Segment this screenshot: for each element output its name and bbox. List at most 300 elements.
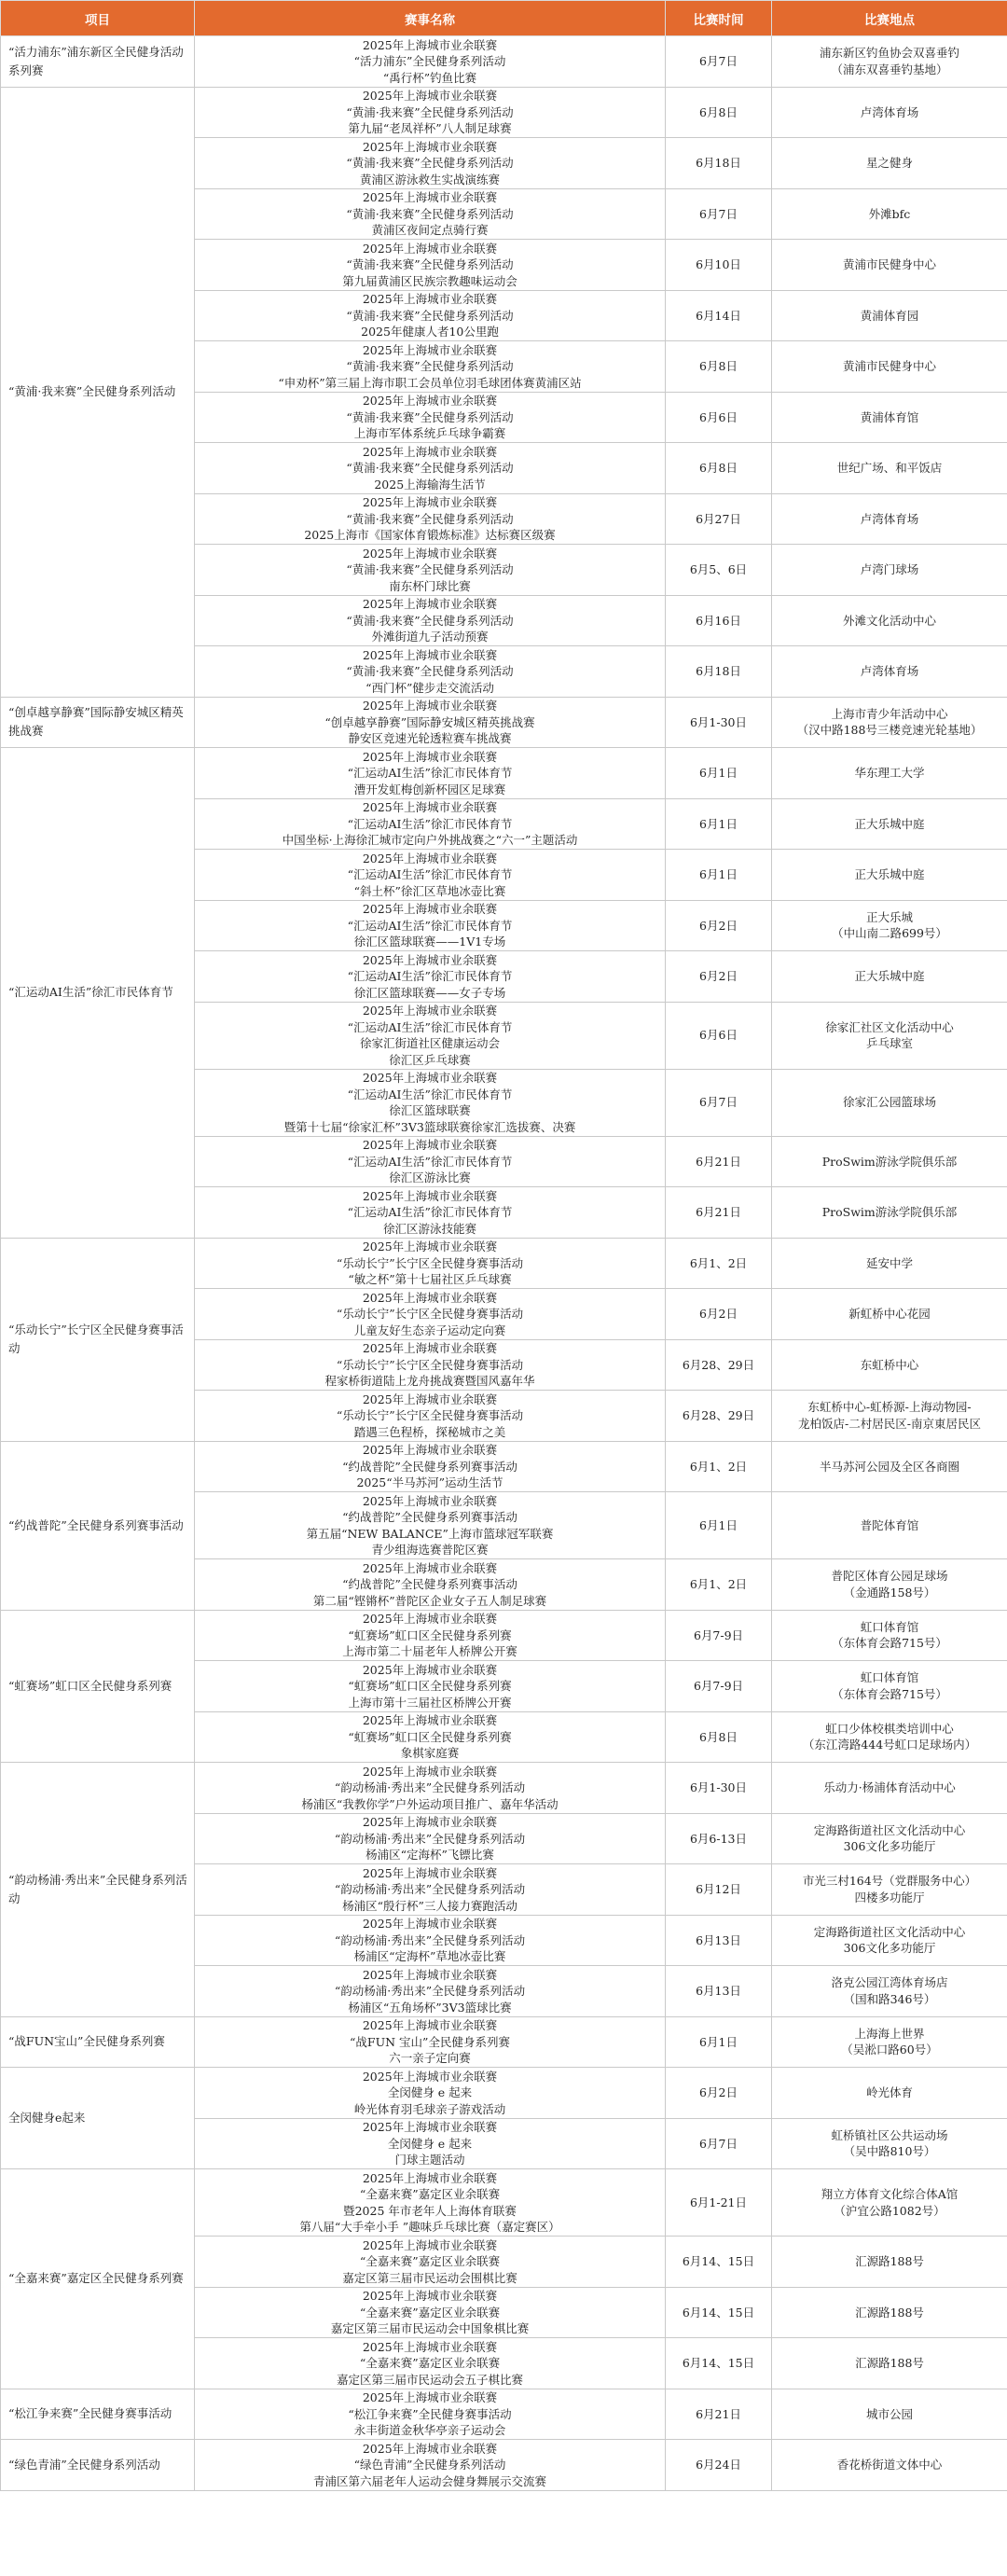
- event-name-line: 2025年上海城市业余联赛: [362, 2170, 498, 2185]
- event-venue-cell: [772, 1441, 1007, 1492]
- event-name-cell: [195, 443, 666, 494]
- event-name-cell: [195, 1391, 666, 1442]
- event-name-line: 暨2025 年市老年人上海体育联赛: [343, 2203, 517, 2218]
- event-venue-line: 新虹桥中心花园: [848, 1307, 931, 1321]
- event-name-line: “韵动杨浦·秀出来”全民健身系列活动: [334, 1882, 526, 1896]
- event-date-cell: 6月1、2日: [666, 1441, 772, 1492]
- event-venue-cell: [772, 951, 1007, 1003]
- header-project: 项目: [1, 1, 195, 36]
- header-row: [1, 1, 1007, 36]
- event-venue-line: 306文化多功能厅: [843, 1941, 936, 1956]
- event-name-line: “黄浦·我来赛”全民健身系列活动: [346, 613, 514, 628]
- event-date-cell: 6月24日: [666, 2440, 772, 2491]
- event-name-line: 徐汇区篮球联赛——1V1专场: [353, 935, 506, 949]
- event-name-cell: [195, 1238, 666, 1289]
- event-name-line: 2025年上海城市业余联赛: [362, 2390, 498, 2404]
- event-name-cell: [195, 1966, 666, 2017]
- project-cell: “汇运动AI生活”徐汇市民体育节: [1, 748, 195, 1239]
- event-date-cell: 6月12日: [666, 1864, 772, 1916]
- event-date-cell: 6月8日: [666, 87, 772, 138]
- event-name-line: 上海市第二十届老年人桥牌公开赛: [342, 1644, 517, 1658]
- event-name-cell: [195, 545, 666, 596]
- event-name-line: 徐汇区篮球联赛——女子专场: [353, 985, 506, 1000]
- event-name-line: 全闵健身 e 起来: [387, 2085, 473, 2099]
- event-name-cell: [195, 1339, 666, 1391]
- event-date-cell: 6月1-30日: [666, 1763, 772, 1814]
- event-name-line: 2025年上海城市业余联赛: [362, 394, 498, 408]
- project-cell: “绿色青浦”全民健身系列活动: [1, 2440, 195, 2491]
- event-venue-line: 定海路街道社区文化活动中心: [813, 1822, 966, 1837]
- project-cell: “活力浦东”浦东新区全民健身活动系列赛: [1, 36, 195, 88]
- event-venue-line: 定海路街道社区文化活动中心: [813, 1924, 966, 1939]
- event-date-cell: 6月6日: [666, 1002, 772, 1069]
- event-name-line: 2025年上海城市业余联赛: [362, 241, 498, 256]
- event-venue-cell: [772, 290, 1007, 341]
- header-event-name: 赛事名称: [195, 1, 666, 36]
- project-cell: “韵动杨浦·秀出来”全民健身系列活动: [1, 1763, 195, 2017]
- project-cell: “约战普陀”全民健身系列赛事活动: [1, 1441, 195, 1610]
- project-cell: 全闵健身e起来: [1, 2068, 195, 2169]
- event-venue-line: 卢湾门球场: [860, 562, 919, 576]
- event-date-cell: 6月14、15日: [666, 2237, 772, 2288]
- event-name-line: 儿童友好生态亲子运动定向赛: [353, 1323, 506, 1337]
- event-date-cell: 6月18日: [666, 646, 772, 698]
- event-name-line: 2025“半马苏河”运动生活节: [356, 1475, 504, 1489]
- event-date-cell: 6月7-9日: [666, 1661, 772, 1712]
- event-venue-line: （东体育会路715号）: [832, 1686, 947, 1701]
- event-venue-line: 外滩bfc: [868, 206, 911, 221]
- event-name-line: “韵动杨浦·秀出来”全民健身系列活动: [334, 1984, 526, 1998]
- event-name-line: “敏之杯”第十七届社区乒乓球赛: [348, 1272, 512, 1286]
- event-name-line: “战FUN 宝山”全民健身系列赛: [350, 2034, 510, 2049]
- event-name-cell: [195, 1813, 666, 1864]
- event-name-cell: [195, 1002, 666, 1069]
- event-venue-line: 乒乓球室: [865, 1036, 913, 1050]
- event-name-line: 南东杯门球比赛: [389, 578, 471, 593]
- event-name-line: 门球主题活动: [394, 2153, 465, 2167]
- event-name-line: 漕开发虹梅创新杯园区足球赛: [353, 782, 506, 796]
- event-name-line: 青少组海选赛普陀区赛: [371, 1543, 489, 1557]
- event-name-line: 第九届“老凤祥杯”八人制足球赛: [348, 121, 512, 135]
- event-name-line: 徐汇区篮球联赛: [389, 1103, 471, 1117]
- event-venue-cell: [772, 2169, 1007, 2237]
- event-name-line: 静安区竞速光轮透粒赛车挑战赛: [348, 731, 512, 745]
- event-name-line: “黄浦·我来赛”全民健身系列活动: [346, 308, 514, 323]
- event-venue-cell: [772, 1711, 1007, 1763]
- event-date-cell: 6月1日: [666, 748, 772, 799]
- event-venue-line: 虹口体育馆: [860, 1619, 919, 1634]
- event-name-line: 2025年上海城市业余联赛: [362, 1560, 498, 1575]
- event-date-cell: 6月7日: [666, 188, 772, 240]
- event-venue-cell: [772, 1238, 1007, 1289]
- event-venue-cell: [772, 748, 1007, 799]
- project-cell: “创卓越享静赛”国际静安城区精英挑战赛: [1, 697, 195, 748]
- event-name-line: “汇运动AI生活”徐汇市民体育节: [347, 816, 513, 831]
- event-name-line: 2025年上海城市业余联赛: [362, 190, 498, 204]
- event-venue-cell: [772, 1813, 1007, 1864]
- event-name-line: “乐动长宁”长宁区全民健身赛事活动: [336, 1357, 524, 1372]
- event-date-cell: 6月2日: [666, 2068, 772, 2119]
- event-venue-cell: [772, 1763, 1007, 1814]
- event-date-cell: 6月1、2日: [666, 1238, 772, 1289]
- event-name-line: “黄浦·我来赛”全民健身系列活动: [346, 104, 514, 119]
- event-venue-cell: [772, 595, 1007, 646]
- event-name-line: 2025年上海城市业余联赛: [362, 1917, 498, 1931]
- event-name-cell: [195, 290, 666, 341]
- table-row: [1, 2169, 1007, 2237]
- event-name-line: 2025年上海城市业余联赛: [362, 749, 498, 764]
- event-venue-cell: [772, 341, 1007, 393]
- event-name-line: “汇运动AI生活”徐汇市民体育节: [347, 766, 513, 780]
- event-venue-line: 华东理工大学: [854, 766, 925, 780]
- event-name-cell: [195, 1559, 666, 1611]
- event-name-line: “虹赛场”虹口区全民健身系列赛: [348, 1627, 512, 1642]
- event-name-line: 青浦区第六届老年人运动会健身舞展示交流赛: [312, 2473, 546, 2488]
- event-venue-line: 虹桥镇社区公共运动场: [831, 2127, 948, 2142]
- event-venue-line: ProSwim游泳学院俱乐部: [821, 1205, 958, 1219]
- event-venue-line: 黄浦市民健身中心: [842, 257, 936, 271]
- event-name-line: 岭光体育羽毛球亲子游戏活动: [353, 2101, 506, 2116]
- event-date-cell: 6月16日: [666, 595, 772, 646]
- table-row: [1, 1763, 1007, 1814]
- header-date: 比赛时间: [666, 1, 772, 36]
- event-name-line: 2025年上海城市业余联赛: [362, 952, 498, 967]
- event-date-cell: 6月5、6日: [666, 545, 772, 596]
- event-name-cell: [195, 2237, 666, 2288]
- event-name-line: 2025年上海城市业余联赛: [362, 342, 498, 357]
- event-name-line: 2025上海市《国家体育锻炼标准》达标赛区级赛: [304, 528, 556, 542]
- table-row: [1, 2389, 1007, 2440]
- event-venue-cell: [772, 798, 1007, 850]
- event-name-line: 2025年上海城市业余联赛: [362, 444, 498, 459]
- event-name-line: “汇运动AI生活”徐汇市民体育节: [347, 918, 513, 933]
- event-name-line: 上海市军体系统乒乓球争霸赛: [353, 426, 506, 440]
- event-name-line: 2025年健康人者10公里跑: [361, 325, 499, 339]
- event-date-cell: 6月2日: [666, 900, 772, 951]
- event-venue-cell: [772, 1289, 1007, 1340]
- event-name-cell: [195, 646, 666, 698]
- event-date-cell: 6月18日: [666, 138, 772, 189]
- event-name-line: “虹赛场”虹口区全民健身系列赛: [348, 1679, 512, 1693]
- event-name-line: 2025年上海城市业余联赛: [362, 1188, 498, 1203]
- event-name-cell: [195, 1492, 666, 1559]
- event-venue-cell: [772, 2118, 1007, 2169]
- event-name-line: 2025年上海城市业余联赛: [362, 1443, 498, 1457]
- event-date-cell: 6月28、29日: [666, 1339, 772, 1391]
- event-name-cell: [195, 900, 666, 951]
- event-venue-line: 浦东新区钓鱼协会双喜垂钓: [819, 46, 959, 61]
- event-name-line: 嘉定区第三届市民运动会中国象棋比赛: [330, 2321, 530, 2335]
- event-venue-line: （沪宜公路1082号）: [834, 2203, 945, 2218]
- event-name-line: 2025年上海城市业余联赛: [362, 597, 498, 611]
- event-venue-line: 市光三村164号（党群服务中心）: [802, 1874, 977, 1889]
- event-name-cell: [195, 595, 666, 646]
- event-venue-line: 徐家汇社区文化活动中心: [825, 1019, 954, 1034]
- event-name-line: 2025年上海城市业余联赛: [362, 37, 498, 52]
- event-name-cell: [195, 697, 666, 748]
- event-venue-cell: [772, 2287, 1007, 2338]
- event-venue-line: （国和路346号）: [843, 1991, 936, 2006]
- event-name-line: 2025上海输海生活节: [374, 477, 486, 492]
- event-date-cell: 6月27日: [666, 493, 772, 545]
- event-venue-cell: [772, 392, 1007, 443]
- event-venue-line: （吴淞口路60号）: [841, 2043, 938, 2057]
- event-name-line: 2025年上海城市业余联赛: [362, 647, 498, 662]
- table-body: [1, 36, 1007, 2491]
- event-date-cell: 6月1日: [666, 798, 772, 850]
- event-date-cell: 6月21日: [666, 1187, 772, 1239]
- table-row: [1, 36, 1007, 88]
- event-name-cell: [195, 138, 666, 189]
- event-name-line: “韵动杨浦·秀出来”全民健身系列活动: [334, 1831, 526, 1846]
- event-name-line: 2025年上海城市业余联赛: [362, 1865, 498, 1880]
- table-row: [1, 1441, 1007, 1492]
- event-name-line: “约战普陀”全民健身系列赛事活动: [342, 1577, 517, 1591]
- event-date-cell: 6月7日: [666, 36, 772, 88]
- event-venue-line: 卢湾体育场: [860, 104, 919, 119]
- event-venue-cell: [772, 1559, 1007, 1611]
- event-venue-line: 黄浦体育馆: [860, 409, 919, 424]
- event-date-cell: 6月7-9日: [666, 1610, 772, 1661]
- event-venue-cell: [772, 493, 1007, 545]
- table-row: [1, 87, 1007, 138]
- event-venue-line: 香花桥街道文体中心: [836, 2458, 943, 2472]
- event-venue-line: 虹口体育馆: [860, 1670, 919, 1685]
- event-venue-cell: [772, 545, 1007, 596]
- event-name-line: “黄浦·我来赛”全民健身系列活动: [346, 511, 514, 526]
- event-venue-cell: [772, 1864, 1007, 1916]
- table-row: [1, 1610, 1007, 1661]
- event-venue-line: （东体育会路715号）: [832, 1636, 947, 1651]
- event-name-line: 黄浦区游泳救生实战演练赛: [359, 172, 500, 187]
- event-venue-line: 徐家汇公园篮球场: [842, 1095, 936, 1110]
- event-venue-line: 正大乐城: [865, 909, 913, 924]
- event-name-line: 徐汇区乒乓球赛: [389, 1052, 471, 1067]
- event-venue-line: 翔立方体育文化综合体A馆: [821, 2187, 959, 2201]
- event-name-cell: [195, 850, 666, 901]
- event-name-line: 嘉定区第三届市民运动会围棋比赛: [342, 2270, 517, 2285]
- event-name-line: “全嘉来赛”嘉定区业余联赛: [359, 2254, 501, 2268]
- project-cell: “虹赛场”虹口区全民健身系列赛: [1, 1610, 195, 1763]
- event-venue-cell: [772, 697, 1007, 748]
- event-name-line: “黄浦·我来赛”全民健身系列活动: [346, 359, 514, 373]
- event-venue-line: 普陀区体育公园足球场: [831, 1569, 948, 1584]
- event-name-line: 2025年上海城市业余联赛: [362, 1004, 498, 1018]
- event-venue-line: 正大乐城中庭: [854, 816, 925, 831]
- event-name-line: 2025年上海城市业余联赛: [362, 2120, 498, 2134]
- event-name-line: “全嘉来赛”嘉定区业余联赛: [359, 2187, 501, 2201]
- event-name-line: 2025年上海城市业余联赛: [362, 1138, 498, 1152]
- event-name-line: 2025年上海城市业余联赛: [362, 292, 498, 306]
- event-venue-cell: [772, 2068, 1007, 2119]
- event-venue-cell: [772, 1966, 1007, 2017]
- event-name-line: 2025年上海城市业余联赛: [362, 546, 498, 561]
- table-row: [1, 2440, 1007, 2491]
- event-name-line: 2025年上海城市业余联赛: [362, 1764, 498, 1779]
- event-venue-cell: [772, 2440, 1007, 2491]
- event-name-line: 徐家汇街道社区健康运动会: [359, 1036, 500, 1050]
- event-name-line: 2025年上海城市业余联赛: [362, 89, 498, 103]
- event-date-cell: 6月1、2日: [666, 1559, 772, 1611]
- event-name-line: “汇运动AI生活”徐汇市民体育节: [347, 867, 513, 881]
- event-date-cell: 6月21日: [666, 2389, 772, 2440]
- event-venue-cell: [772, 900, 1007, 951]
- event-name-line: 2025年上海城市业余联赛: [362, 2289, 498, 2303]
- event-venue-line: 外滩文化活动中心: [842, 613, 936, 628]
- event-venue-line: 汇源路188号: [855, 2254, 924, 2268]
- event-name-line: “绿色青浦”全民健身系列活动: [353, 2458, 506, 2472]
- event-name-line: 2025年上海城市业余联赛: [362, 1240, 498, 1253]
- event-date-cell: 6月1-30日: [666, 697, 772, 748]
- event-name-line: 2025年上海城市业余联赛: [362, 1493, 498, 1508]
- event-name-cell: [195, 2287, 666, 2338]
- event-name-line: “乐动长宁”长宁区全民健身赛事活动: [336, 1307, 524, 1321]
- event-venue-cell: [772, 2389, 1007, 2440]
- event-venue-cell: [772, 1339, 1007, 1391]
- event-date-cell: 6月14日: [666, 290, 772, 341]
- event-venue-cell: [772, 1610, 1007, 1661]
- event-venue-cell: [772, 646, 1007, 698]
- table-row: [1, 697, 1007, 748]
- event-name-line: 2025年上海城市业余联赛: [362, 1662, 498, 1677]
- event-venue-line: 上海海上世界: [854, 2026, 925, 2041]
- event-venue-line: 汇源路188号: [855, 2356, 924, 2370]
- event-name-cell: [195, 1610, 666, 1661]
- event-venue-cell: [772, 138, 1007, 189]
- event-date-cell: 6月8日: [666, 443, 772, 494]
- event-name-line: 2025年上海城市业余联赛: [362, 1713, 498, 1727]
- event-name-cell: [195, 2169, 666, 2237]
- event-venue-line: （吴中路810号）: [843, 2144, 936, 2159]
- event-venue-line: 世纪广场、和平饭店: [836, 461, 943, 475]
- event-venue-cell: [772, 36, 1007, 88]
- event-name-cell: [195, 1864, 666, 1916]
- event-date-cell: 6月7日: [666, 1069, 772, 1136]
- event-name-line: 徐汇区游泳比赛: [389, 1170, 471, 1184]
- event-name-cell: [195, 341, 666, 393]
- event-name-line: “汇运动AI生活”徐汇市民体育节: [347, 1154, 513, 1169]
- event-venue-line: 龙柏饭店-二村居民区-南京東居民区: [798, 1416, 981, 1431]
- event-name-line: 第五届“NEW BALANCE”上海市篮球冠军联赛: [306, 1526, 554, 1541]
- event-name-cell: [195, 2338, 666, 2389]
- event-name-line: 2025年上海城市业余联赛: [362, 2018, 498, 2032]
- event-name-line: 永丰街道金秋华亭亲子运动会: [353, 2423, 506, 2437]
- event-name-line: 第九届黄浦区民族宗教趣味运动会: [342, 273, 517, 288]
- event-name-cell: [195, 1711, 666, 1763]
- event-venue-cell: [772, 1492, 1007, 1559]
- event-name-line: “汇运动AI生活”徐汇市民体育节: [347, 1019, 513, 1034]
- event-venue-cell: [772, 1002, 1007, 1069]
- event-name-cell: [195, 1069, 666, 1136]
- event-name-line: 2025年上海城市业余联赛: [362, 1071, 498, 1085]
- event-venue-line: （汉中路188号三楼竞速光轮基地）: [796, 723, 983, 738]
- event-venue-line: 洛克公园江湾体育场店: [831, 1975, 948, 1990]
- event-name-line: 2025年上海城市业余联赛: [362, 2069, 498, 2084]
- event-venue-cell: [772, 2237, 1007, 2288]
- event-name-cell: [195, 1763, 666, 1814]
- event-name-line: 外滩街道九子活动预赛: [371, 630, 489, 644]
- event-venue-line: 上海市青少年活动中心: [831, 706, 948, 721]
- event-name-line: “汇运动AI生活”徐汇市民体育节: [347, 1205, 513, 1219]
- event-date-cell: 6月6-13日: [666, 1813, 772, 1864]
- event-date-cell: 6月8日: [666, 1711, 772, 1763]
- event-name-line: 杨浦区“五角场杯”3V3篮球比赛: [348, 2000, 512, 2015]
- event-date-cell: 6月14、15日: [666, 2287, 772, 2338]
- event-name-line: “乐动长宁”长宁区全民健身赛事活动: [336, 1408, 524, 1422]
- event-name-cell: [195, 2440, 666, 2491]
- event-name-cell: [195, 1915, 666, 1966]
- event-name-line: 踏遇三色程桥，探秘城市之美: [353, 1424, 506, 1439]
- event-venue-cell: [772, 188, 1007, 240]
- event-date-cell: 6月1日: [666, 850, 772, 901]
- event-venue-cell: [772, 1069, 1007, 1136]
- event-name-line: 2025年上海城市业余联赛: [362, 2237, 498, 2252]
- event-name-cell: [195, 1136, 666, 1187]
- event-venue-line: 卢湾体育场: [860, 511, 919, 526]
- event-name-line: 黄浦区夜间定点骑行赛: [371, 223, 489, 237]
- event-name-cell: [195, 188, 666, 240]
- event-name-line: 中国坐标·上海徐汇城市定向户外挑战赛之“六一”主题活动: [282, 833, 578, 847]
- table-row: [1, 1238, 1007, 1289]
- event-name-cell: [195, 1187, 666, 1239]
- event-name-line: “乐动长宁”长宁区全民健身赛事活动: [336, 1255, 524, 1270]
- event-name-line: 杨浦区“定海杯”草地冰壶比赛: [353, 1949, 506, 1963]
- event-name-cell: [195, 87, 666, 138]
- event-name-line: “黄浦·我来赛”全民健身系列活动: [346, 409, 514, 424]
- event-venue-cell: [772, 240, 1007, 291]
- event-name-cell: [195, 493, 666, 545]
- event-venue-line: （浦东双喜垂钓基地）: [831, 62, 948, 76]
- event-venue-cell: [772, 1661, 1007, 1712]
- event-name-line: “松江争来赛”全民健身赛事活动: [348, 2406, 512, 2421]
- event-venue-cell: [772, 1187, 1007, 1239]
- event-venue-line: 东虹桥中心-虹桥源-上海动物园-: [807, 1400, 972, 1415]
- event-name-cell: [195, 2016, 666, 2068]
- event-name-line: 象棋家庭赛: [400, 1746, 460, 1760]
- event-name-line: 杨浦区“殷行杯”三人接力赛跑活动: [342, 1898, 517, 1913]
- event-name-line: 2025年上海城市业余联赛: [362, 902, 498, 916]
- event-name-line: 2025年上海城市业余联赛: [362, 2441, 498, 2456]
- event-name-line: “全嘉来赛”嘉定区业余联赛: [359, 2356, 501, 2370]
- table-row: [1, 2016, 1007, 2068]
- event-name-line: “黄浦·我来赛”全民健身系列活动: [346, 461, 514, 475]
- event-name-cell: [195, 392, 666, 443]
- event-name-line: “禹行杯”钓鱼比赛: [382, 70, 477, 85]
- event-name-cell: [195, 240, 666, 291]
- event-name-line: “黄浦·我来赛”全民健身系列活动: [346, 562, 514, 576]
- event-date-cell: 6月1日: [666, 1492, 772, 1559]
- event-venue-line: 半马苏河公园及全区各商圈: [819, 1459, 959, 1474]
- event-name-cell: [195, 1661, 666, 1712]
- event-venue-line: 黄浦市民健身中心: [842, 359, 936, 373]
- event-name-line: “全嘉来赛”嘉定区业余联赛: [359, 2305, 501, 2320]
- event-date-cell: 6月13日: [666, 1915, 772, 1966]
- event-date-cell: 6月7日: [666, 2118, 772, 2169]
- table-row: [1, 2068, 1007, 2119]
- event-venue-line: （东江湾路444号虹口足球场内）: [802, 1738, 977, 1752]
- event-date-cell: 6月6日: [666, 392, 772, 443]
- project-cell: “黄浦·我来赛”全民健身系列活动: [1, 87, 195, 697]
- event-name-line: 2025年上海城市业余联赛: [362, 139, 498, 154]
- event-name-line: 2025年上海城市业余联赛: [362, 1392, 498, 1406]
- project-cell: “全嘉来赛”嘉定区全民健身系列赛: [1, 2169, 195, 2389]
- event-venue-line: （金通路158号）: [843, 1585, 936, 1600]
- event-venue-line: 东虹桥中心: [860, 1357, 919, 1372]
- event-venue-line: 黄浦体育园: [860, 308, 919, 323]
- event-venue-cell: [772, 1136, 1007, 1187]
- event-date-cell: 6月13日: [666, 1966, 772, 2017]
- event-name-line: 上海市第十三届社区桥牌公开赛: [348, 1695, 512, 1710]
